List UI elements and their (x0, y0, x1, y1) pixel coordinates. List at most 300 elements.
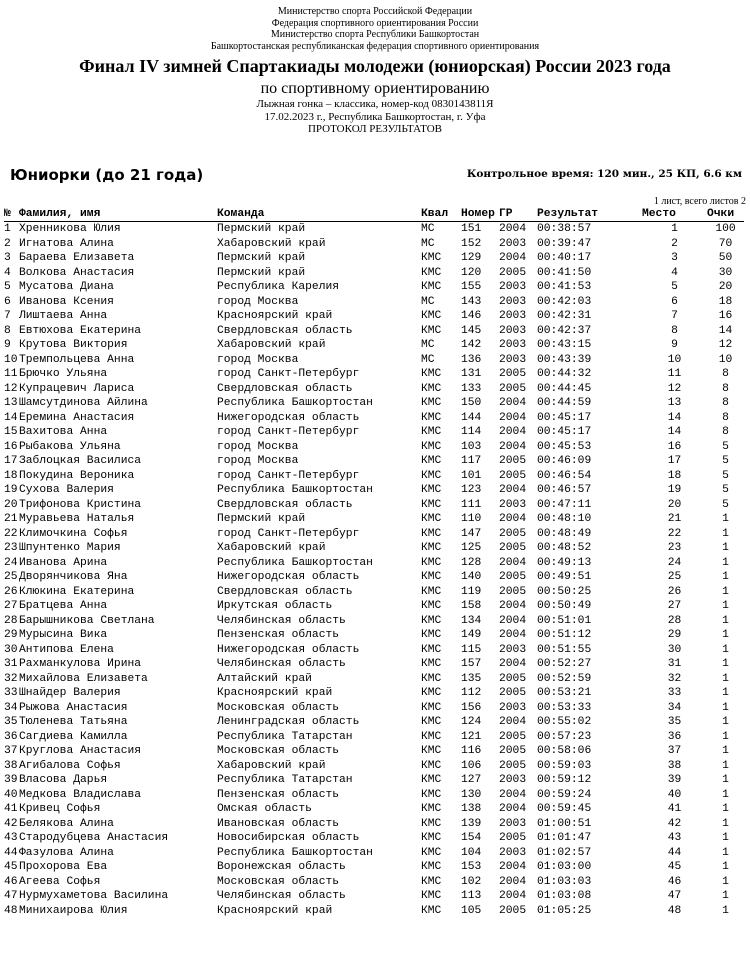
result-time: 00:39:47 (537, 237, 592, 250)
team: город Москва (217, 440, 299, 453)
place: 35 (667, 716, 682, 728)
team: Хабаровский край (217, 237, 326, 250)
table-row (4, 744, 744, 759)
athlete-name: Волкова Анастасия (19, 266, 135, 279)
qualification: КМС (421, 614, 442, 627)
row-number: 10 (4, 353, 18, 366)
team: Пермский край (217, 223, 306, 235)
points: 1 (722, 716, 729, 728)
points: 1 (722, 759, 729, 772)
points: 1 (722, 701, 729, 714)
result-time: 00:48:10 (537, 513, 592, 525)
birth-year: 2003 (499, 353, 527, 366)
team: Челябинская область (217, 614, 346, 627)
birth-year: 2004 (499, 861, 527, 873)
points: 1 (722, 556, 729, 569)
col-bib: Номер (461, 208, 499, 222)
points: 1 (722, 643, 729, 656)
birth-year: 2004 (499, 252, 527, 264)
table-row (4, 237, 744, 252)
athlete-name: Еремина Анастасия (19, 411, 135, 424)
result-time: 00:59:03 (537, 759, 592, 772)
birth-year: 2005 (499, 672, 527, 685)
row-number: 42 (4, 817, 18, 830)
result-time: 00:47:11 (537, 498, 592, 511)
row-number: 28 (4, 614, 18, 627)
athlete-name: Клюкина Екатерина (19, 585, 135, 598)
row-number: 14 (4, 411, 18, 424)
place: 17 (667, 455, 682, 467)
team: Красноярский край (217, 904, 333, 917)
table-row (4, 222, 744, 237)
team: Красноярский край (217, 687, 333, 699)
col-team: Команда (217, 208, 421, 222)
row-number: 4 (4, 266, 11, 279)
birth-year: 2005 (499, 368, 527, 380)
qualification: КМС (421, 513, 442, 525)
birth-year: 2003 (499, 498, 527, 511)
place: 38 (667, 759, 682, 772)
athlete-name: Заблоцкая Василиса (19, 455, 142, 467)
points: 8 (722, 382, 729, 395)
col-name: Фамилия, имя (19, 208, 217, 222)
points: 10 (718, 353, 733, 366)
points: 1 (722, 672, 729, 685)
qualification: КМС (421, 585, 442, 598)
bib-number: 144 (461, 411, 482, 424)
athlete-name: Мусатова Диана (19, 281, 114, 293)
row-number: 40 (4, 788, 18, 801)
place: 33 (667, 687, 682, 699)
row-number: 15 (4, 426, 18, 438)
table-row (4, 512, 744, 527)
athlete-name: Нурмухаметова Василина (19, 890, 169, 902)
athlete-name: Шнайдер Валерия (19, 687, 121, 699)
birth-year: 2005 (499, 527, 527, 540)
points: 1 (722, 730, 729, 743)
result-time: 00:51:55 (537, 643, 592, 656)
place: 40 (667, 788, 682, 801)
points: 100 (715, 223, 736, 235)
birth-year: 2004 (499, 875, 527, 888)
row-number: 7 (4, 310, 11, 322)
points: 5 (722, 498, 729, 511)
table-row (4, 643, 744, 658)
result-time: 00:48:49 (537, 527, 592, 540)
team: Московская область (217, 701, 340, 714)
result-time: 00:59:12 (537, 774, 592, 786)
qualification: КМС (421, 368, 442, 380)
birth-year: 2003 (499, 774, 527, 786)
bib-number: 103 (461, 440, 482, 453)
athlete-name: Фазулова Алина (19, 846, 114, 859)
qualification: КМС (421, 411, 442, 424)
athlete-name: Бараева Елизавета (19, 252, 135, 264)
control-time: Контрольное время: 120 мин., 25 КП, 6.6 км (466, 168, 742, 180)
table-row (4, 759, 744, 774)
result-time: 00:45:17 (537, 411, 592, 424)
athlete-name: Власова Дарья (19, 774, 108, 786)
team: Республика Башкортостан (217, 846, 373, 859)
row-number: 8 (4, 324, 11, 337)
row-number: 3 (4, 252, 11, 264)
qualification: КМС (421, 759, 442, 772)
organizer-line: Министерство спорта Республики Башкортостан (270, 29, 480, 40)
result-time: 00:38:57 (537, 223, 592, 235)
table-row (4, 715, 744, 730)
table-row (4, 817, 744, 832)
athlete-name: Рахманкулова Ирина (19, 658, 142, 670)
row-number: 46 (4, 875, 18, 888)
table-row (4, 904, 744, 919)
table-row (4, 367, 744, 382)
organizer-line: Федерация спортивного ориентирования России (271, 17, 479, 29)
points: 1 (722, 861, 729, 873)
result-time: 01:05:25 (537, 904, 592, 917)
bib-number: 113 (461, 890, 482, 902)
team: Нижегородская область (217, 411, 360, 424)
birth-year: 2003 (499, 643, 527, 656)
athlete-name: Рыжова Анастасия (19, 701, 128, 714)
team: Хабаровский край (217, 542, 326, 554)
qualification: КМС (421, 904, 442, 917)
points: 1 (722, 527, 729, 540)
athlete-name: Климочкина Софья (19, 527, 128, 540)
bib-number: 119 (461, 585, 482, 598)
row-number: 44 (4, 846, 18, 859)
table-row (4, 802, 744, 817)
qualification: КМС (421, 382, 442, 395)
qualification: КМС (421, 629, 442, 641)
place: 24 (667, 556, 682, 569)
qualification: КМС (421, 716, 442, 728)
qualification: КМС (421, 484, 442, 496)
bib-number: 125 (461, 542, 482, 554)
place: 9 (671, 339, 678, 351)
points: 70 (718, 237, 733, 250)
result-time: 01:03:08 (537, 890, 592, 902)
result-time: 00:41:50 (537, 266, 592, 279)
table-row (4, 657, 744, 672)
birth-year: 2004 (499, 223, 527, 235)
table-row (4, 483, 744, 498)
bib-number: 151 (461, 223, 482, 235)
row-number: 39 (4, 774, 18, 786)
athlete-name: Сухова Валерия (19, 484, 114, 496)
bib-number: 114 (461, 426, 482, 438)
qualification: КМС (421, 252, 442, 264)
table-row (4, 382, 744, 397)
row-number: 12 (4, 382, 18, 395)
table-row (4, 556, 744, 571)
result-time: 00:44:59 (537, 397, 592, 409)
birth-year: 2005 (499, 455, 527, 467)
birth-year: 2004 (499, 556, 527, 569)
table-row (4, 875, 744, 890)
bib-number: 102 (461, 875, 482, 888)
athlete-name: Покудина Вероника (19, 469, 135, 482)
points: 16 (718, 310, 733, 322)
bib-number: 112 (461, 687, 482, 699)
result-time: 00:52:59 (537, 672, 592, 685)
team: Республика Татарстан (217, 774, 353, 786)
results-body (4, 222, 744, 919)
team: Челябинская область (217, 658, 346, 670)
points: 1 (722, 875, 729, 888)
bib-number: 154 (461, 832, 482, 844)
bib-number: 106 (461, 759, 482, 772)
place: 3 (671, 252, 678, 264)
table-row (4, 280, 744, 295)
place: 30 (667, 643, 682, 656)
result-time: 00:50:25 (537, 585, 592, 598)
bib-number: 110 (461, 513, 482, 525)
result-time: 00:41:53 (537, 281, 592, 293)
place: 8 (671, 324, 678, 337)
row-number: 5 (4, 281, 11, 293)
bib-number: 158 (461, 600, 482, 612)
result-time: 00:43:15 (537, 339, 592, 351)
bib-number: 134 (461, 614, 482, 627)
place: 31 (667, 658, 682, 670)
table-row (4, 527, 744, 542)
athlete-name: Иванова Ксения (19, 295, 114, 308)
team: город Санкт-Петербург (217, 469, 360, 482)
result-time: 00:49:13 (537, 556, 592, 569)
qualification: КМС (421, 498, 442, 511)
result-time: 00:48:52 (537, 542, 592, 554)
team: Пермский край (217, 266, 306, 279)
athlete-name: Братцева Анна (19, 600, 108, 612)
qualification: КМС (421, 701, 442, 714)
athlete-name: Хренникова Юлия (19, 223, 121, 235)
result-time: 00:50:49 (537, 600, 592, 612)
row-number: 13 (4, 397, 18, 409)
birth-year: 2005 (499, 469, 527, 482)
table-row (4, 295, 744, 310)
birth-year: 2003 (499, 324, 527, 337)
team: Пермский край (217, 252, 306, 264)
result-time: 00:44:45 (537, 382, 592, 395)
bib-number: 121 (461, 730, 482, 743)
points: 1 (722, 817, 729, 830)
table-row (4, 686, 744, 701)
row-number: 34 (4, 701, 18, 714)
team: Свердловская область (217, 324, 353, 337)
bib-number: 116 (461, 745, 482, 757)
result-time: 01:03:03 (537, 875, 592, 888)
place: 19 (667, 484, 682, 496)
result-time: 00:42:31 (537, 310, 592, 322)
athlete-name: Вахитова Анна (19, 426, 108, 438)
points: 1 (722, 571, 729, 583)
qualification: КМС (421, 440, 442, 453)
row-number: 18 (4, 469, 18, 482)
result-time: 00:51:12 (537, 629, 592, 641)
table-row (4, 469, 744, 484)
place: 22 (667, 527, 682, 540)
athlete-name: Кривец Софья (19, 803, 101, 815)
points: 8 (722, 411, 729, 424)
table-row (4, 498, 744, 513)
row-number: 2 (4, 237, 11, 250)
athlete-name: Агеева Софья (19, 875, 101, 888)
bib-number: 139 (461, 817, 482, 830)
points: 12 (718, 339, 733, 351)
bib-number: 155 (461, 281, 482, 293)
place: 44 (667, 846, 682, 859)
athlete-name: Агибалова Софья (19, 759, 121, 772)
col-qual: Квал (421, 208, 461, 222)
birth-year: 2004 (499, 513, 527, 525)
bib-number: 146 (461, 310, 482, 322)
table-row (4, 266, 744, 281)
bib-number: 142 (461, 339, 482, 351)
row-number: 9 (4, 339, 11, 351)
team: город Москва (217, 295, 299, 308)
qualification: КМС (421, 455, 442, 467)
place: 45 (667, 861, 682, 873)
bib-number: 133 (461, 382, 482, 395)
team: Новосибирская область (217, 832, 360, 844)
points: 1 (722, 585, 729, 598)
team: Республика Татарстан (217, 730, 353, 743)
table-row (4, 889, 744, 904)
birth-year: 2003 (499, 817, 527, 830)
points: 1 (722, 513, 729, 525)
place: 16 (667, 440, 682, 453)
athlete-name: Белякова Алина (19, 817, 114, 830)
row-number: 26 (4, 585, 18, 598)
row-number: 1 (4, 223, 11, 235)
points: 1 (722, 745, 729, 757)
team: Нижегородская область (217, 571, 360, 583)
place: 20 (667, 498, 682, 511)
result-time: 00:44:32 (537, 368, 592, 380)
athlete-name: Антипова Елена (19, 643, 114, 656)
qualification: КМС (421, 643, 442, 656)
bib-number: 131 (461, 368, 482, 380)
result-time: 00:45:17 (537, 426, 592, 438)
birth-year: 2003 (499, 237, 527, 250)
table-row (4, 541, 744, 556)
col-result: Результат (537, 208, 642, 222)
place: 14 (667, 411, 682, 424)
athlete-name: Купрацевич Лариса (19, 382, 135, 395)
result-time: 00:46:57 (537, 484, 592, 496)
points: 1 (722, 614, 729, 627)
group-header (8, 166, 742, 188)
place: 12 (667, 382, 682, 395)
qualification: КМС (421, 556, 442, 569)
col-birth-year: ГР (499, 208, 537, 222)
row-number: 29 (4, 629, 18, 641)
birth-year: 2004 (499, 629, 527, 641)
bib-number: 156 (461, 701, 482, 714)
row-number: 21 (4, 513, 18, 525)
points: 1 (722, 832, 729, 844)
row-number: 6 (4, 295, 11, 308)
points: 5 (722, 440, 729, 453)
table-row (4, 353, 744, 368)
bib-number: 140 (461, 571, 482, 583)
qualification: КМС (421, 426, 442, 438)
bib-number: 129 (461, 252, 482, 264)
bib-number: 135 (461, 672, 482, 685)
qualification: КМС (421, 875, 442, 888)
team: Омская область (217, 803, 312, 815)
team: Иркутская область (217, 600, 333, 612)
team: Московская область (217, 745, 340, 757)
qualification: КМС (421, 687, 442, 699)
athlete-name: Лиштаева Анна (19, 310, 108, 322)
place: 28 (667, 614, 682, 627)
points: 18 (718, 295, 733, 308)
qualification: КМС (421, 672, 442, 685)
qualification: КМС (421, 817, 442, 830)
athlete-name: Тремпольцева Анна (19, 353, 135, 366)
team: город Санкт-Петербург (217, 527, 360, 540)
place: 7 (671, 310, 678, 322)
race-info-line: Лыжная гонка – классика, номер-код 0830143811Я (256, 98, 494, 110)
points: 8 (722, 368, 729, 380)
place: 41 (667, 803, 682, 815)
table-row (4, 672, 744, 687)
qualification: КМС (421, 266, 442, 279)
table-row (4, 411, 744, 426)
bib-number: 136 (461, 353, 482, 366)
result-time: 01:01:47 (537, 832, 592, 844)
bib-number: 153 (461, 861, 482, 873)
table-row (4, 585, 744, 600)
team: Республика Башкортостан (217, 484, 373, 496)
athlete-name: Прохорова Ева (19, 861, 108, 873)
qualification: КМС (421, 527, 442, 540)
qualification: МС (421, 339, 435, 351)
bib-number: 130 (461, 788, 482, 801)
bib-number: 143 (461, 295, 482, 308)
place: 6 (671, 295, 678, 308)
place: 23 (667, 542, 682, 554)
athlete-name: Михайлова Елизавета (19, 672, 148, 685)
row-number: 48 (4, 904, 18, 917)
team: Воронежская область (217, 861, 346, 873)
place: 39 (667, 774, 682, 786)
organizer-line: Башкортостанская республиканская федерация спортивного ориентирования (210, 40, 540, 52)
team: Свердловская область (217, 498, 353, 511)
points: 5 (722, 455, 729, 467)
team: город Санкт-Петербург (217, 426, 360, 438)
birth-year: 2005 (499, 904, 527, 917)
birth-year: 2004 (499, 440, 527, 453)
bib-number: 104 (461, 846, 482, 859)
birth-year: 2004 (499, 426, 527, 438)
bib-number: 123 (461, 484, 482, 496)
row-number: 27 (4, 600, 18, 612)
result-time: 00:59:45 (537, 803, 592, 815)
place: 48 (667, 904, 682, 917)
table-row (4, 846, 744, 861)
event-title: Финал IV зимней Спартакиады молодежи (юниорская) России 2023 года (79, 56, 671, 76)
table-row (4, 309, 744, 324)
group-name: Юниорки (до 21 года) (10, 166, 204, 184)
athlete-name: Тюленева Татьяна (19, 716, 128, 728)
qualification: КМС (421, 803, 442, 815)
result-time: 00:46:54 (537, 469, 592, 482)
qualification: КМС (421, 281, 442, 293)
qualification: КМС (421, 542, 442, 554)
result-time: 00:49:51 (537, 571, 592, 583)
